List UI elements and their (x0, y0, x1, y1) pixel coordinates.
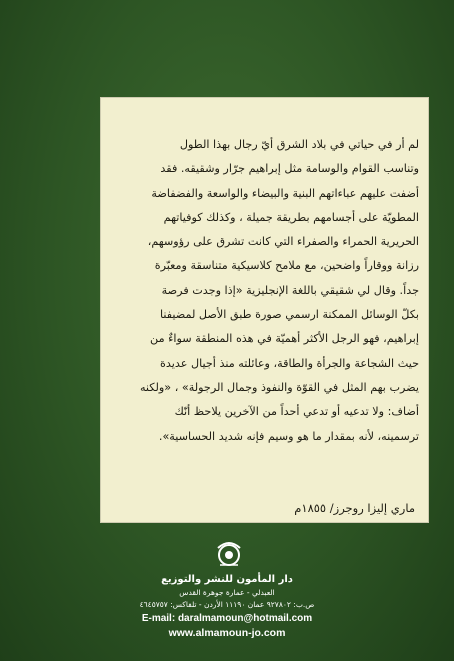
publisher-footer (0, 530, 454, 661)
author-signature: ماري إليزا روجرز/ ١٨٥٥م (294, 501, 415, 515)
publisher-website[interactable]: www.almamoun-jo.com (168, 627, 286, 639)
excerpt-line: إبراهيم، فهو الرجل الأكثر أهميّة في هذه المنطقة سواءٌ من (150, 332, 419, 346)
excerpt-line: لم أر في حياتي في بلاد الشرق أيّ رجال بهذا الطول (179, 138, 419, 151)
excerpt-line: جداً. وقال لي شقيقي باللغة الإنجليزية «إذا وجدت فرصة (161, 283, 419, 297)
publisher-name: دار المأمون للنشر والتوزيع (161, 574, 293, 585)
publisher-address: العبدلي - عمارة جوهرة القدس (179, 588, 275, 597)
publisher-contact: ص.ب: ٩٢٧٨٠٢ عمان ١١١٩٠ الأردن - تلفاكس: ٤٦٤٥٧٥٧ (139, 600, 315, 609)
excerpt-line: يضرب بهم المثل في القوّة والنفوذ وجمال الرجولة» ، «ولكنه (139, 380, 419, 394)
publisher-logo-icon (214, 540, 244, 568)
excerpt-line: بكلّ الوسائل الممكنة ارسمي صورة طبق الأصل لمضيفنا (159, 308, 419, 322)
excerpt-text (112, 133, 419, 449)
publisher-email[interactable]: E-mail: daralmamoun@hotmail.com (141, 613, 313, 624)
excerpt-line: أضفت عليهم عباءاتهم البنية والبيضاء والواسعة والفضفاضة (151, 186, 419, 200)
excerpt-line: رزانة ووقاراً واضحين، مع ملامح كلاسيكية متناسقة ومعبّرة (154, 259, 419, 273)
excerpt-line: حيث الشجاعة والجرأة والطاقة، وعائلته منذ أجيال عديدة (160, 356, 419, 370)
excerpt-line: الحريرية الحمراء والصفراء التي كانت تشرق على رؤوسهم، (147, 235, 419, 249)
excerpt-line: وتناسب القوام والوسامة مثل إبراهيم جرّار وشقيقه. فقد (160, 162, 419, 176)
excerpt-panel (100, 97, 429, 523)
excerpt-line: أضاف: ولا تدعيه أو تدعي أحداً من الآخرين يلاحظ أنّك (174, 405, 419, 419)
excerpt-line: المطويّة على أجسامهم بطريقة جميلة ، وكذلك كوفياتهم (163, 210, 419, 224)
excerpt-line: ترسمينه، لأنه بمقدار ما هو وسيم فإنه شديد الحساسية». (158, 429, 419, 443)
